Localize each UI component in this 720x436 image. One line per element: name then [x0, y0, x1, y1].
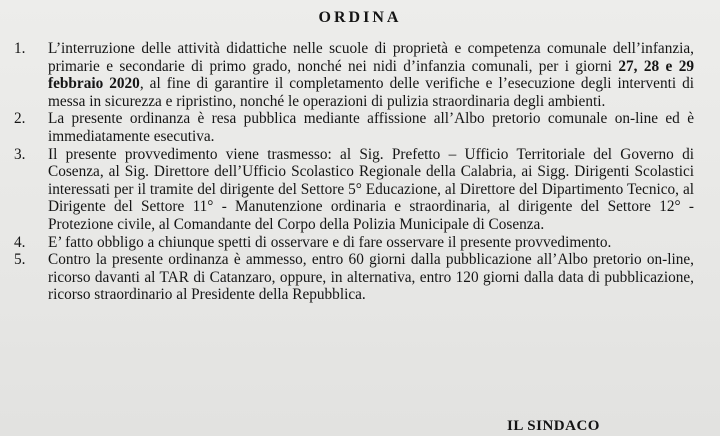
list-item-4 — [14, 234, 694, 252]
signature-label: IL SINDACO — [507, 418, 600, 434]
list-item-2 — [14, 110, 694, 145]
list-item-number: 5. — [14, 251, 26, 269]
list-item-number: 1. — [14, 40, 26, 57]
list-item-dates: 27, 28 e 29 febbraio 2020 — [48, 57, 694, 93]
list-item-text: L’interruzione delle attività didattiche nelle scuole di proprietà e competenza comunale dell’infanzia, primarie e secondarie di primo grado, nonché nei nidi d’infanzia comunali, per i giorni — [48, 40, 694, 75]
list-item-number: 2. — [14, 110, 26, 128]
list-item-text-continued: , al fine di garantire il completamento delle verifiche e l’esecuzione degli interventi di messa in sicurezza e ripristino, nonché le operazioni di pulizia straordinaria degli ambienti. — [48, 75, 695, 110]
list-item-number: 4. — [14, 233, 26, 251]
ordinance-list — [14, 40, 694, 304]
list-item-text: E’ fatto obbligo a chiunque spetti di osservare e di fare osservare il presente provvedimento. — [48, 233, 612, 251]
list-item-text: La presente ordinanza è resa pubblica mediante affissione all’Albo pretorio comunale on-line ed è immediatamente esecutiva. — [48, 110, 694, 145]
list-item-number: 3. — [14, 145, 26, 163]
list-item-text: Contro la presente ordinanza è ammesso, entro 60 giorni dalla pubblicazione all’Albo pretorio on-line, ricorso davanti al TAR di Catanzaro, oppure, in alternativa, entro 120 giorni dalla data di pubblicazione, ricorso straordinario al Presidente della Repubblica. — [48, 251, 694, 304]
document-title: ORDINA — [318, 9, 402, 26]
list-item-1 — [14, 40, 694, 110]
list-item-5 — [14, 251, 694, 304]
list-item-text: Il presente provvedimento viene trasmesso: al Sig. Prefetto – Ufficio Territoriale del Governo di Cosenza, al Sig. Direttore dell’Ufficio Scolastico Regionale della Calabria, ai Sigg. Dirigenti Scolastici interessati per il tramite del dirigente del Settore 5° Educazione, al Direttore del Dipartimento Tecnico, al Dirigente del Settore 11° - Manutenzione ordinaria e straordinaria, al dirigente del Settore 12° - Protezione civile, al Comandante del Corpo della Polizia Municipale di Cosenza. — [48, 145, 694, 233]
list-item-3 — [14, 146, 694, 234]
